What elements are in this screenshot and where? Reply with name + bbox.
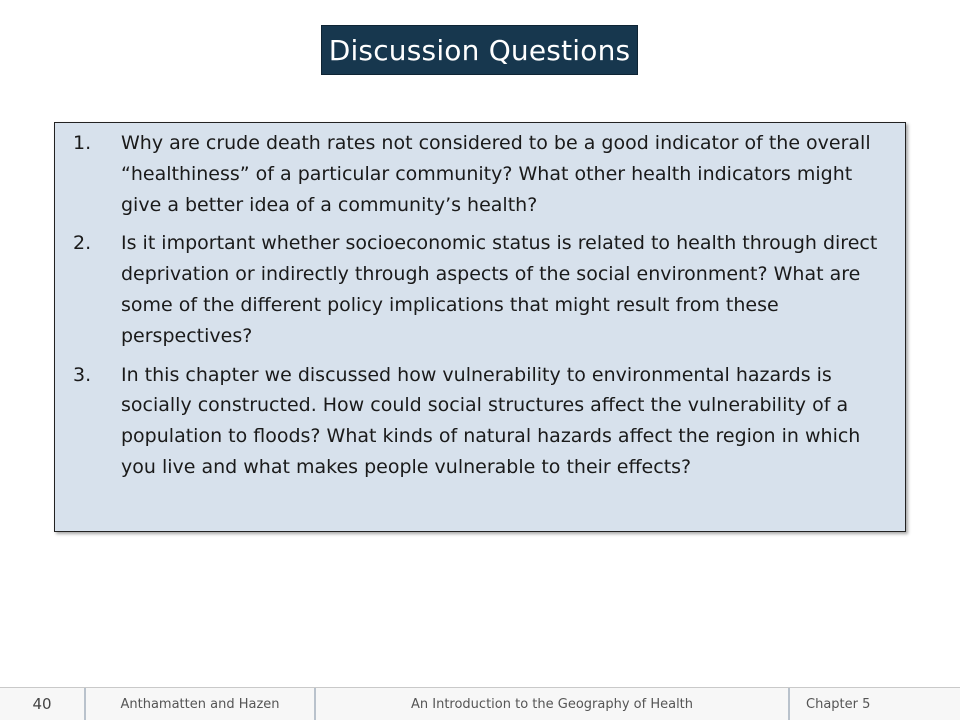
- question-number: 3.: [73, 363, 92, 386]
- footer-chapter: Chapter 5: [806, 696, 871, 712]
- question-text: Why are crude death rates not considered to be a good indicator of the overall “healthiness” of a particular community? What other health indicators might give a better idea of a community’s health?: [121, 132, 871, 216]
- question-item-3: [73, 360, 895, 483]
- question-text: In this chapter we discussed how vulnerability to environmental hazards is socially constructed. How could social structures affect the vulnerability of a population to floods? What kinds of natural hazards affect the region in which you live and what makes people vulnerable to their effects?: [121, 363, 861, 478]
- page-number: 40: [0, 688, 86, 720]
- footer-book-title: An Introduction to the Geography of Health: [316, 688, 790, 720]
- question-number: 1.: [73, 132, 92, 154]
- question-text: Is it important whether socioeconomic status is related to health through direct deprivation or indirectly through aspects of the social environment? What are some of the different policy implications that might result from these perspectives?: [121, 232, 878, 347]
- slide-footer: [0, 687, 960, 720]
- question-item-1: [73, 128, 895, 220]
- slide-title: Discussion Questions: [328, 33, 631, 67]
- question-list: [73, 128, 895, 491]
- discussion-questions-box: [54, 122, 906, 532]
- footer-authors: Anthamatten and Hazen: [86, 688, 316, 720]
- question-number: 2.: [73, 232, 92, 255]
- title-banner: [321, 25, 638, 75]
- question-item-2: [73, 228, 895, 351]
